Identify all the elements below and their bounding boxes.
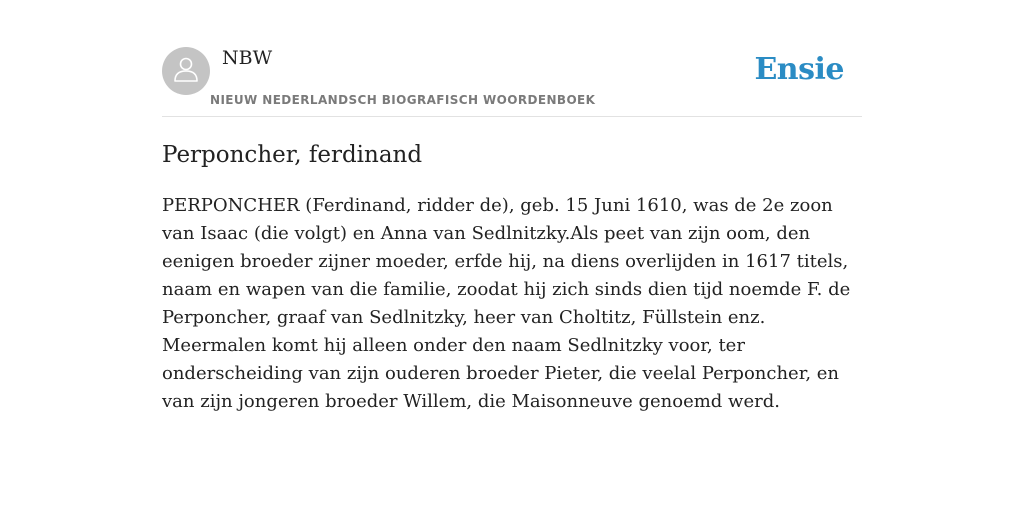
avatar: [162, 47, 210, 95]
source-header: [162, 46, 862, 117]
ensie-logo[interactable]: Ensie: [754, 52, 844, 87]
source-full-name: NIEUW NEDERLANDSCH BIOGRAFISCH WOORDENBOEK: [210, 93, 596, 107]
page-title: Perponcher, ferdinand: [162, 142, 423, 168]
user-icon: [171, 54, 201, 89]
article-body: PERPONCHER (Ferdinand, ridder de), geb. 15 Juni 1610, was de 2e zoon van Isaac (die volgt) en Anna van Sedlnitzky.Als peet van zijn oom, den eenigen broeder zijner moeder, erfde hij, na diens overlijden in 1617 titels, naam en wapen van die familie, zoodat hij zich sinds dien tijd noemde F. de Perponcher, graaf van Sedlnitzky, heer van Choltitz, Füllstein enz. Meermalen komt hij alleen onder den naam Sedlnitzky voor, ter onderscheiding van zijn ouderen broeder Pieter, die veelal Perponcher, en van zijn jongeren broeder Willem, die Maisonneuve genoemd werd.: [162, 195, 851, 412]
source-abbreviation[interactable]: NBW: [222, 47, 273, 69]
